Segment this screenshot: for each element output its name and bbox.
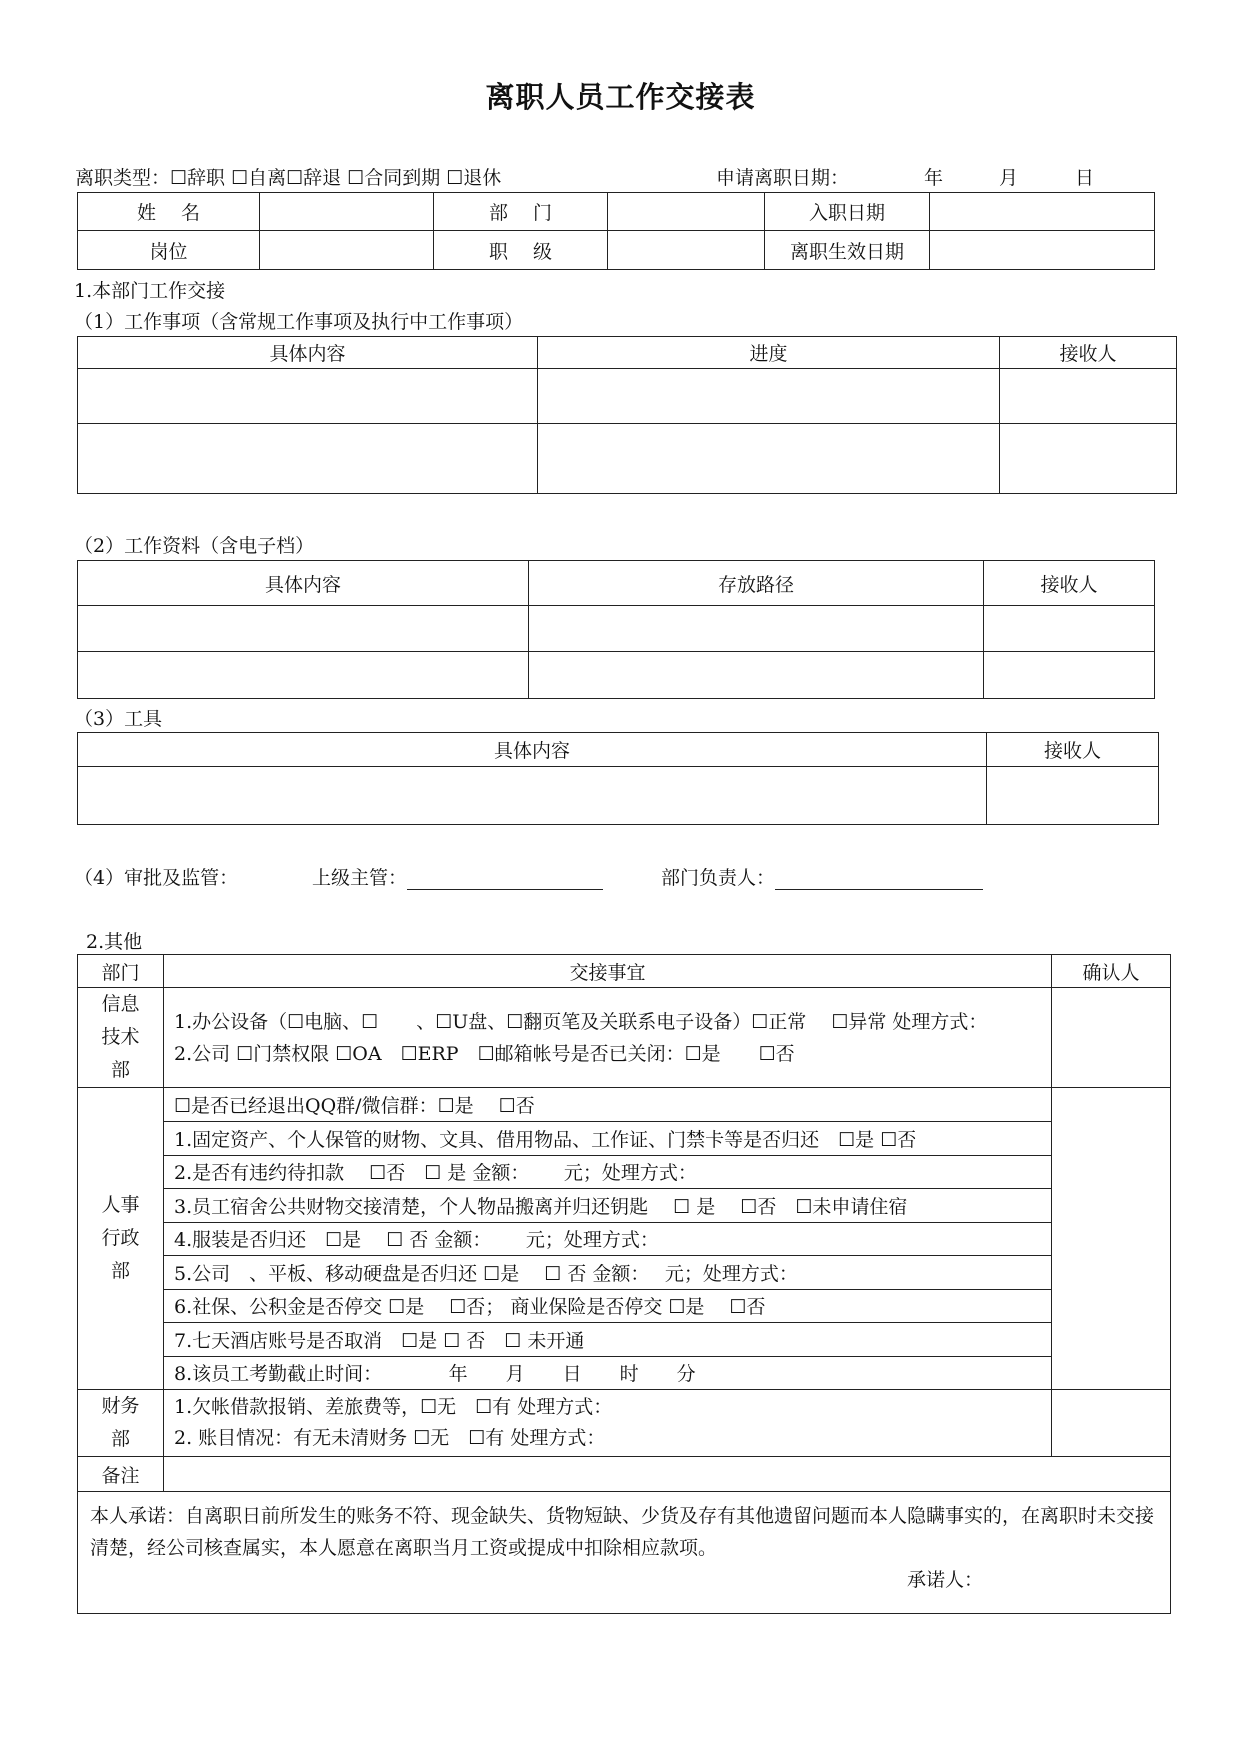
col-receiver: 接收人 bbox=[1000, 337, 1177, 369]
entry-date-label: 入职日期 bbox=[765, 193, 930, 231]
apply-date-month: 月 bbox=[999, 167, 1019, 189]
supervisor-signature-line[interactable] bbox=[407, 869, 603, 890]
hr-item: 3.员工宿舍公共财物交接清楚，个人物品搬离并归还钥匙 ☐ 是 ☐否 ☐未申请住宿 bbox=[164, 1188, 1051, 1222]
it-confirmer-cell[interactable] bbox=[1052, 988, 1171, 1088]
work-materials-heading: （2）工作资料（含电子档） bbox=[74, 535, 315, 557]
work-item-cell[interactable] bbox=[538, 424, 1000, 494]
approval-manager bbox=[661, 863, 983, 890]
material-cell[interactable] bbox=[529, 652, 984, 699]
pledge-cell bbox=[78, 1492, 1171, 1614]
name-label: 姓 名 bbox=[78, 193, 260, 231]
hr-dept-label: 人事行政部 bbox=[78, 1088, 164, 1390]
work-items-table bbox=[77, 336, 1177, 494]
it-dept-label: 信息技术部 bbox=[78, 988, 164, 1088]
material-cell[interactable] bbox=[78, 652, 529, 699]
tools-table bbox=[77, 732, 1159, 825]
apply-date-label: 申请离职日期： bbox=[716, 167, 850, 189]
finance-dept-label: 财务部 bbox=[78, 1390, 164, 1457]
entry-date-field[interactable] bbox=[930, 193, 1155, 231]
effective-date-label: 离职生效日期 bbox=[765, 231, 930, 270]
col-receiver: 接收人 bbox=[984, 561, 1155, 606]
dept-label: 部 门 bbox=[434, 193, 608, 231]
col-content: 具体内容 bbox=[78, 561, 529, 606]
hr-confirmer-cell[interactable] bbox=[1052, 1088, 1171, 1390]
section1-heading: 1.本部门工作交接 bbox=[74, 280, 226, 302]
col-storage-path: 存放路径 bbox=[529, 561, 984, 606]
hr-item: 6.社保、公积金是否停交 ☐是 ☐否； 商业保险是否停交 ☐是 ☐否 bbox=[164, 1289, 1051, 1322]
level-label: 职 级 bbox=[434, 231, 608, 270]
col-confirmer: 确认人 bbox=[1052, 955, 1171, 988]
hr-item: 8.该员工考勤截止时间： 年 月 日 时 分 bbox=[174, 1363, 696, 1386]
work-item-cell[interactable] bbox=[1000, 369, 1177, 424]
effective-date-field[interactable] bbox=[930, 231, 1155, 270]
col-content: 具体内容 bbox=[78, 733, 987, 767]
col-receiver: 接收人 bbox=[987, 733, 1159, 767]
material-cell[interactable] bbox=[984, 652, 1155, 699]
tool-cell[interactable] bbox=[987, 767, 1159, 825]
finance-item: 1.欠帐借款报销、差旅费等，☐无 ☐有 处理方式： bbox=[174, 1396, 613, 1418]
col-handover-items: 交接事宜 bbox=[164, 955, 1052, 988]
work-item-cell[interactable] bbox=[78, 424, 538, 494]
hr-item: 5.公司 、平板、移动硬盘是否归还 ☐是 ☐ 否 金额： 元；处理方式： bbox=[164, 1255, 1051, 1289]
material-cell[interactable] bbox=[529, 606, 984, 652]
finance-confirmer-cell[interactable] bbox=[1052, 1390, 1171, 1457]
approval-label: （4）审批及监管： bbox=[74, 867, 239, 889]
material-cell[interactable] bbox=[984, 606, 1155, 652]
other-handover-table bbox=[77, 954, 1171, 1614]
manager-signature-line[interactable] bbox=[775, 869, 983, 890]
hr-item: ☐是否已经退出QQ群/微信群：☐是 ☐否 bbox=[164, 1088, 1051, 1121]
position-label: 岗位 bbox=[78, 231, 260, 270]
work-item-cell[interactable] bbox=[78, 369, 538, 424]
apply-date-year: 年 bbox=[924, 167, 944, 189]
level-field[interactable] bbox=[608, 231, 765, 270]
page-title: 离职人员工作交接表 bbox=[485, 80, 756, 114]
col-progress: 进度 bbox=[538, 337, 1000, 369]
hr-item: 1.固定资产、个人保管的财物、文具、借用物品、工作证、门禁卡等是否归还 ☐是 ☐否 bbox=[164, 1121, 1051, 1155]
material-cell[interactable] bbox=[78, 606, 529, 652]
hr-items-list bbox=[164, 1088, 1051, 1389]
remark-label: 备注 bbox=[78, 1457, 164, 1492]
pledger-label: 承诺人： bbox=[906, 1569, 983, 1591]
approval-supervisor bbox=[312, 863, 603, 890]
work-item-cell[interactable] bbox=[538, 369, 1000, 424]
work-item-cell[interactable] bbox=[1000, 424, 1177, 494]
work-materials-table bbox=[77, 560, 1155, 699]
tools-heading: （3）工具 bbox=[74, 708, 163, 730]
manager-label: 部门负责人： bbox=[661, 867, 776, 889]
apply-date-day: 日 bbox=[1075, 167, 1095, 189]
pledge-text: 本人承诺：自离职日前所发生的账务不符、现金缺失、货物短缺、少货及存有其他遗留问题而本人隐瞒事实的，在离职时未交接清楚，经公司核查属实，本人愿意在离职当月工资或提成中扣除相应款项。 bbox=[90, 1505, 1155, 1559]
work-items-heading: （1）工作事项（含常规工作事项及执行中工作事项） bbox=[74, 311, 524, 333]
position-field[interactable] bbox=[260, 231, 434, 270]
col-content: 具体内容 bbox=[78, 337, 538, 369]
hr-items bbox=[164, 1088, 1052, 1390]
hr-item: 4.服装是否归还 ☐是 ☐ 否 金额： 元；处理方式： bbox=[164, 1222, 1051, 1255]
section2-heading: 2.其他 bbox=[86, 931, 143, 953]
dept-field[interactable] bbox=[608, 193, 765, 231]
hr-item: 7.七天酒店账号是否取消 ☐是 ☐ 否 ☐ 未开通 bbox=[164, 1322, 1051, 1356]
name-field[interactable] bbox=[260, 193, 434, 231]
remark-field[interactable] bbox=[164, 1457, 1171, 1492]
hr-item: 2.是否有违约待扣款 ☐否 ☐ 是 金额： 元；处理方式： bbox=[164, 1155, 1051, 1188]
it-item: 2.公司 ☐门禁权限 ☐OA ☐ERP ☐邮箱帐号是否已关闭：☐是 ☐否 bbox=[174, 1042, 795, 1065]
supervisor-label: 上级主管： bbox=[312, 867, 408, 889]
employee-info-table bbox=[77, 192, 1155, 270]
col-department: 部门 bbox=[78, 955, 164, 988]
tool-cell[interactable] bbox=[78, 767, 987, 825]
it-item: 1.办公设备（☐电脑、☐ 、☐U盘、☐翻页笔及关联系电子设备）☐正常 ☐异常 处理方式： bbox=[174, 1010, 988, 1033]
finance-items bbox=[164, 1390, 1052, 1457]
separation-type-line: 离职类型：☐辞职 ☐自离☐辞退 ☐合同到期 ☐退休 bbox=[75, 167, 502, 189]
it-items bbox=[164, 988, 1052, 1088]
finance-item: 2. 账目情况：有无未清财务 ☐无 ☐有 处理方式： bbox=[174, 1427, 606, 1449]
